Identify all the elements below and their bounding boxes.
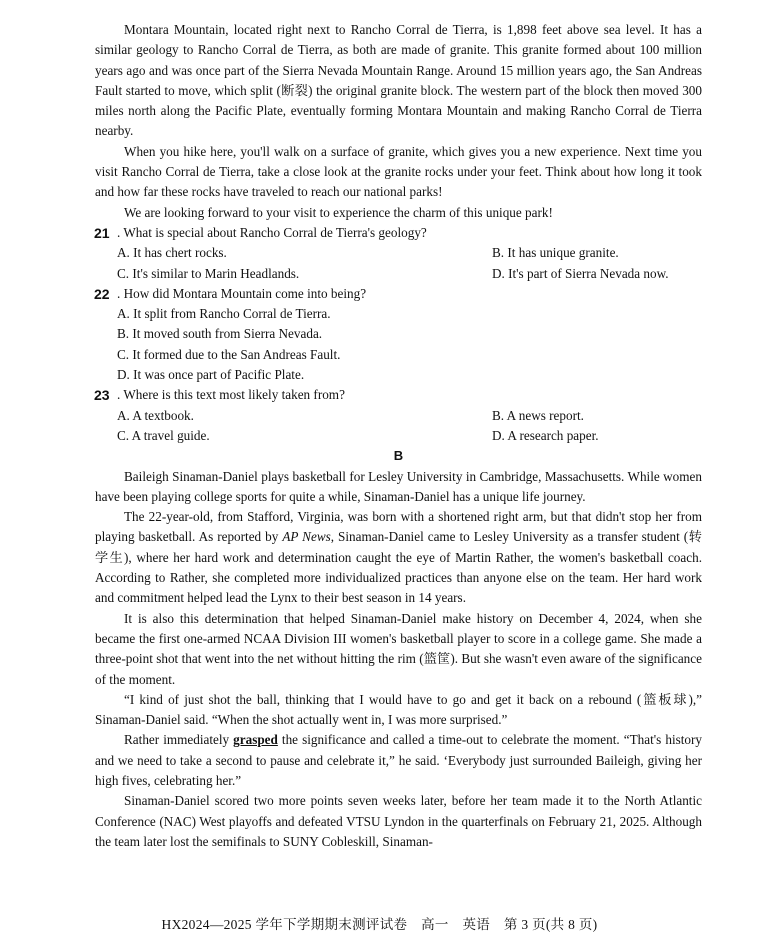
paragraph-text: the significance and called a time-out to celebrate the moment. “That's history and we need to take a second to pause and celebrate it,” he said. ‘Everybody just surrounded Baileigh, giving her high fives, celebrating her.” bbox=[95, 732, 702, 788]
paragraph-text: Rather immediately bbox=[124, 732, 234, 748]
paragraph-text: The 22-year-old, from Stafford, Virginia, was born with a shortened right arm, but that didn't stop her from playing basketball. As reported by bbox=[95, 509, 702, 545]
option-b: B. It moved south from Sierra Nevada. bbox=[117, 326, 323, 342]
passage-b-paragraph-2 bbox=[95, 507, 702, 608]
passage-b-paragraph-4: “I kind of just shot the ball, thinking that I would have to go and get it back on a rebound (篮板球),” Sinaman-Daniel said. “When the shot actually went in, I was more surprised.” bbox=[95, 691, 702, 728]
option-b: B. A news report. bbox=[492, 407, 584, 423]
page-content bbox=[95, 20, 702, 852]
passage-a-paragraph-2: When you hike here, you'll walk on a surface of granite, which gives you a new experience. Next time you visit Rancho Corral de Tierra, take a close look at the granite rocks under your feet. Think about how long it took and how far these rocks have traveled to reach our national parks! bbox=[95, 143, 702, 200]
paragraph-text: , Sinaman-Daniel came to Lesley University as a transfer student (转学生), where her hard work and determination caught the eye of Martin Rather, the women's basketball coach. According to Rather, she completed more individualized practices than anyone else on the team. Her hard work and commitment helped lead the Lynx to their best season in 14 years. bbox=[95, 529, 702, 606]
underlined-word: grasped bbox=[233, 732, 278, 748]
option-d: D. It's part of Sierra Nevada now. bbox=[492, 265, 669, 281]
passage-b-paragraph-1: Baileigh Sinaman-Daniel plays basketball for Lesley University in Cambridge, Massachusetts. While women have been playing college sports for quite a while, Sinaman-Daniel has a unique life journey. bbox=[95, 468, 702, 504]
option-d: D. A research paper. bbox=[492, 427, 599, 443]
question-number: 23 bbox=[94, 387, 110, 404]
option-a: A. A textbook. bbox=[117, 407, 194, 423]
question-23-options bbox=[95, 406, 702, 447]
question-stem: . What is special about Rancho Corral de Tierra's geology? bbox=[117, 224, 427, 240]
option-b: B. It has unique granite. bbox=[492, 245, 619, 261]
option-a: A. It split from Rancho Corral de Tierra. bbox=[117, 306, 331, 322]
passage-a-paragraph-3: We are looking forward to your visit to experience the charm of this unique park! bbox=[124, 204, 553, 220]
option-d: D. It was once part of Pacific Plate. bbox=[117, 367, 305, 383]
question-22 bbox=[95, 284, 702, 304]
section-b-title: B bbox=[393, 448, 404, 464]
question-number: 21 bbox=[94, 224, 110, 241]
passage-b-paragraph-6: Sinaman-Daniel scored two more points seven weeks later, before her team made it to the North Atlantic Conference (NAC) West playoffs and defeated VTSU Lyndon in the quarterfinals on February 21, 2025. Although the team later lost the semifinals to SUNY Cobleskill, Sinaman- bbox=[95, 793, 702, 849]
question-stem: . How did Montara Mountain come into being? bbox=[117, 285, 367, 301]
question-21-options bbox=[95, 243, 702, 284]
passage-a-paragraph-1: Montara Mountain, located right next to Rancho Corral de Tierra, is 1,898 feet above sea level. It has a similar geology to Rancho Corral de Tierra, as both are made of granite. This granite formed about 100 million years ago and was once part of the Sierra Nevada Mountain Range. Around 15 million years ago, the San Andreas Fault started to move, which split (断裂) the original granite block. The western part of the block then moved 300 miles north along the Pacific Plate, eventually forming Montara Mountain and making Rancho Corral de Tierra nearby. bbox=[95, 22, 702, 139]
page-footer: HX2024—2025 学年下学期期末测评试卷 高一 英语 第 3 页(共 8 页) bbox=[161, 917, 598, 932]
option-c: C. A travel guide. bbox=[117, 427, 210, 443]
passage-b-paragraph-3: It is also this determination that helped Sinaman-Daniel make history on December 4, 2024, when she became the first one-armed NCAA Division III women's basketball player to score in a college game. She made a three-point shot that went into the net without hitting the rim (篮筐). But she wasn't even aware of the significance of the moment. bbox=[95, 610, 702, 687]
option-c: C. It's similar to Marin Headlands. bbox=[117, 265, 300, 281]
option-a: A. It has chert rocks. bbox=[117, 245, 227, 261]
question-23 bbox=[95, 385, 702, 405]
question-21 bbox=[95, 223, 702, 243]
option-c: C. It formed due to the San Andreas Fault. bbox=[117, 346, 341, 362]
question-stem: . Where is this text most likely taken from? bbox=[117, 387, 345, 403]
news-source: AP News bbox=[282, 529, 331, 545]
question-number: 22 bbox=[94, 285, 110, 302]
passage-b-paragraph-5 bbox=[95, 730, 702, 791]
